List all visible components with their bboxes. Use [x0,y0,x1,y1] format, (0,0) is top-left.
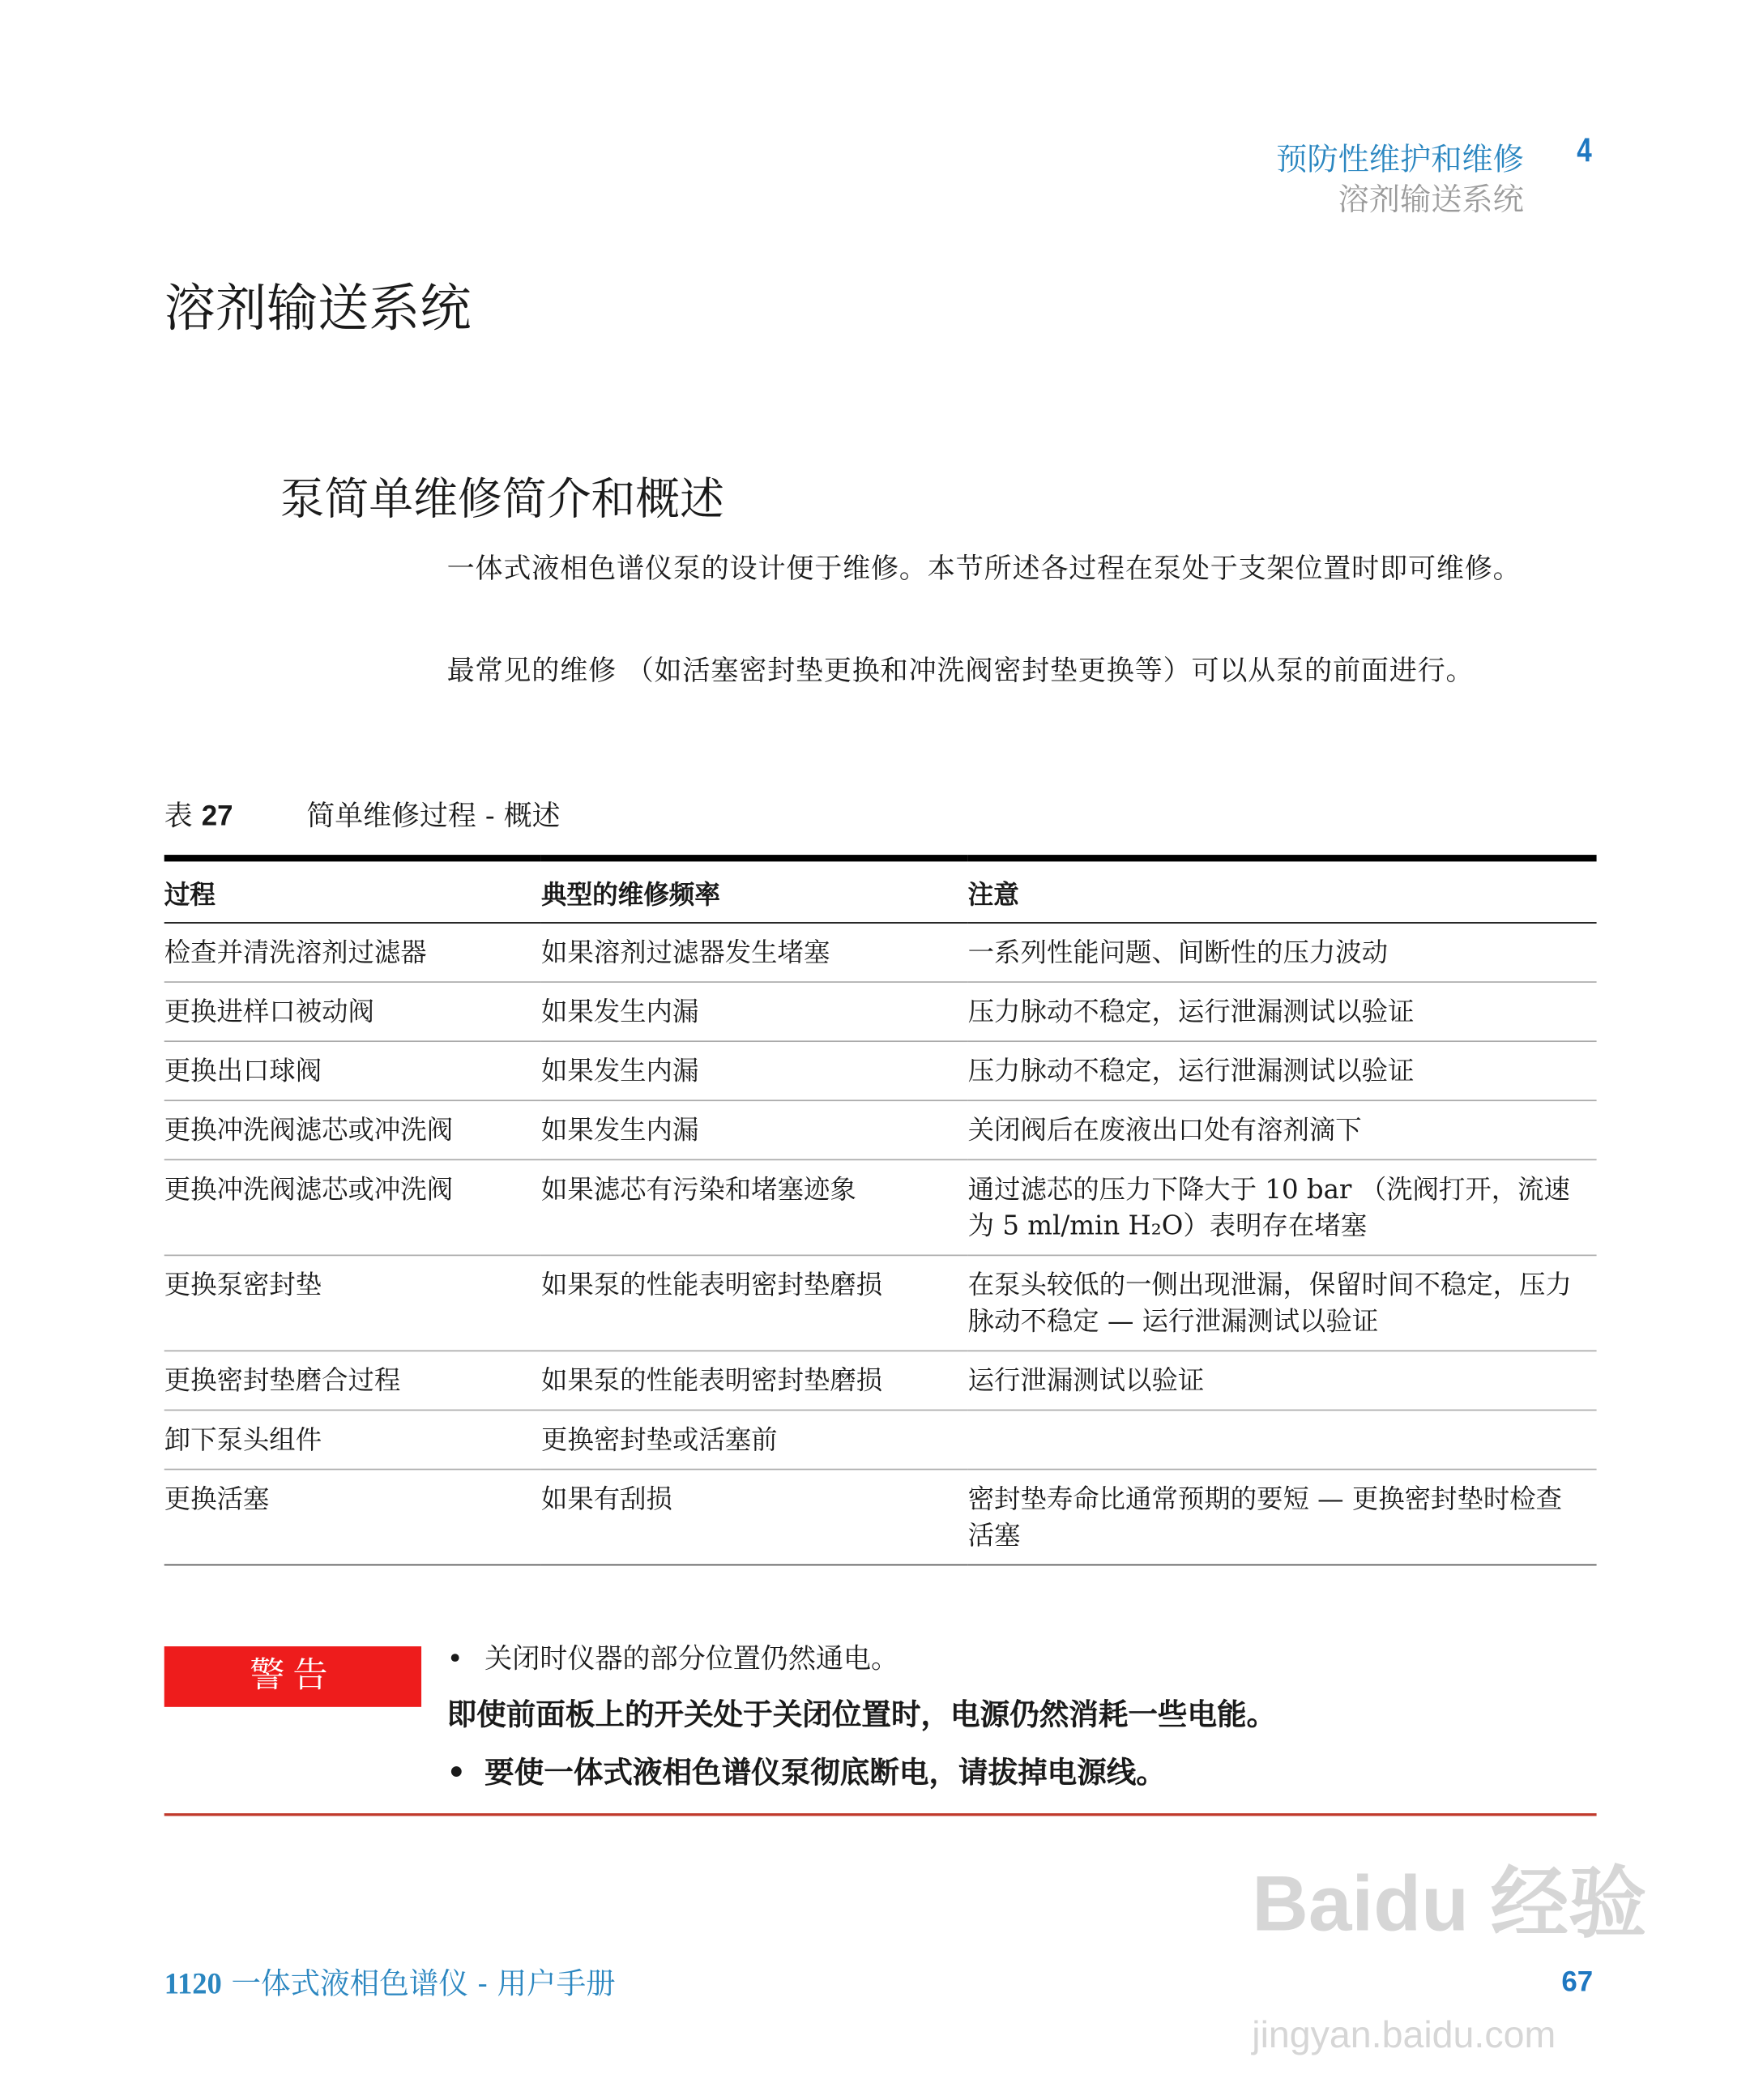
footer-text: 一体式液相色谱仪 - 用户手册 [231,1968,616,2002]
watermark-url: jingyan.baidu.com [1252,2013,1556,2056]
bullet-icon: • [446,1756,466,1791]
table-caption [164,794,561,834]
table-cell: 一系列性能问题、间断性的压力波动 [967,937,1389,968]
table-cell: 更换进样口被动阀 [164,996,374,1027]
watermark-logo: Baidu 经验 [1252,1860,1647,1948]
warning-text: 要使一体式液相色谱仪泵彻底断电，请拔掉电源线。 [484,1756,1166,1791]
table-row [164,1159,1597,1255]
table-cell: 运行泄漏测试以验证 [967,1364,1205,1397]
table-cell: 通过滤芯的压力下降大于 10 bar （洗阀打开，流速为 5 ml/min H₂O）表明存在堵塞 [967,1173,1570,1241]
caption-text: 简单维修过程 - 概述 [306,799,561,832]
table-cell: 卸下泵头组件 [164,1423,322,1456]
caption-prefix: 表 [164,799,193,832]
table-cell: 如果发生内漏 [540,1114,699,1146]
table-cell: 更换冲洗阀滤芯或冲洗阀 [164,1114,454,1146]
table-row [164,1100,1597,1159]
table-row [164,1470,1597,1565]
warning-text: 即使前面板上的开关处于关闭位置时，电源仍然消耗一些电能。 [446,1698,1277,1733]
table-cell: 如果发生内漏 [540,1055,699,1086]
table-cell: 密封垫寿命比通常预期的要短 — 更换密封垫时检查活塞 [967,1483,1563,1552]
table-cell: 更换活塞 [164,1483,270,1515]
warning-text: 关闭时仪器的部分位置仍然通电。 [484,1642,899,1675]
table-cell [968,1410,1597,1469]
table-cell: 如果溶剂过滤器发生堵塞 [540,937,830,968]
table-cell: 如果泵的性能表明密封垫磨损 [540,1364,883,1397]
caption-number: 27 [201,800,233,832]
table-cell: 如果滤芯有污染和堵塞迹象 [540,1173,856,1206]
table-cell: 如果有刮损 [540,1483,672,1515]
maintenance-table [164,855,1597,1565]
warning-badge: 警告 [164,1646,421,1707]
footer-model: 1120 [164,1966,222,2001]
chapter-number: 4 [1577,131,1592,170]
paragraph: 一体式液相色谱仪泵的设计便于维修。本节所述各过程在泵处于支架位置时即可维修。 [446,552,1522,585]
table-header-row [164,858,1597,923]
table-cell: 更换密封垫磨合过程 [164,1364,401,1397]
table-cell: 在泵头较低的一侧出现泄漏，保留时间不稳定，压力脉动不稳定 — 运行泄漏测试以验证 [967,1269,1572,1337]
table-cell: 检查并清洗溶剂过滤器 [164,937,427,968]
table-row [164,1351,1597,1410]
table-cell: 更换冲洗阀滤芯或冲洗阀 [164,1173,454,1206]
table-row [164,1041,1597,1100]
running-header-chapter: 预防性维护和维修 [1276,143,1524,178]
footer-title [164,1966,616,2004]
bullet-icon: • [446,1642,463,1675]
table-cell: 更换出口球阀 [164,1055,322,1086]
warning-bullet [447,1636,898,1676]
table-row [164,923,1597,982]
table-row [164,1255,1597,1351]
table-cell: 更换泵密封垫 [164,1269,322,1301]
warning-bullet [447,1750,1166,1792]
warning-divider [164,1813,1597,1815]
page-title: 溶剂输送系统 [164,278,472,339]
table-row [164,1410,1597,1469]
section-heading: 泵简单维修简介和概述 [280,472,724,526]
page-number: 67 [1561,1966,1594,1998]
table-cell: 如果发生内漏 [540,996,699,1027]
paragraph: 最常见的维修 （如活塞密封垫更换和冲洗阀密封垫更换等）可以从泵的前面进行。 [446,654,1475,687]
column-header: 注意 [967,880,1019,911]
running-header-section: 溶剂输送系统 [1338,182,1524,219]
column-header: 过程 [164,880,216,911]
table-cell: 压力脉动不稳定，运行泄漏测试以验证 [967,996,1415,1027]
table-row [164,982,1597,1041]
table-cell: 如果泵的性能表明密封垫磨损 [540,1269,883,1301]
column-header: 典型的维修频率 [540,880,720,911]
table-cell: 压力脉动不稳定，运行泄漏测试以验证 [967,1055,1415,1086]
table-cell: 关闭阀后在废液出口处有溶剂滴下 [967,1114,1362,1146]
table-cell: 更换密封垫或活塞前 [540,1423,778,1456]
